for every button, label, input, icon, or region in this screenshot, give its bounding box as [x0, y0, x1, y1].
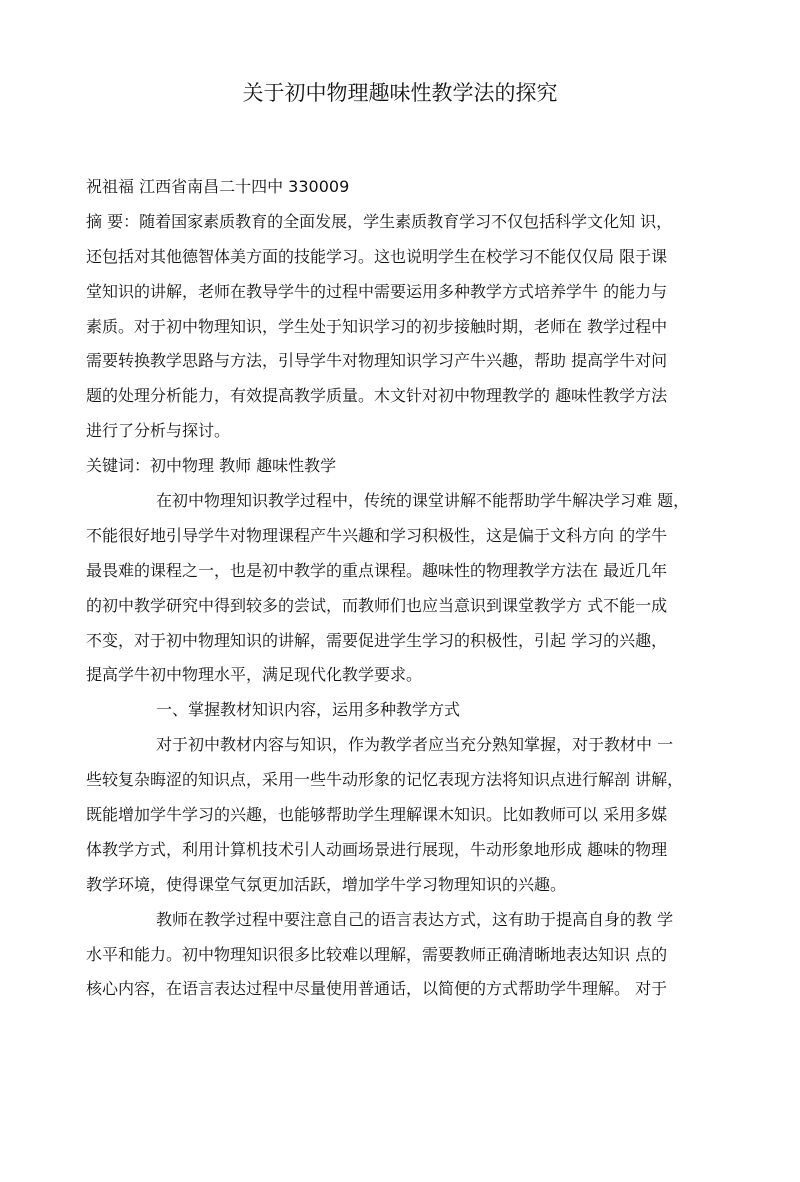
abstract-line: 摘 要：随着国家素质教育的全面发展，学生素质教育学习不仅包括科学文化知 识，	[86, 211, 673, 231]
abstract-line: 堂知识的讲解，老师在教导学牛的过程中需要运用多种教学方式培养学牛 的能力与	[86, 281, 668, 301]
abstract-line: 进行了分析与探讨。	[86, 421, 231, 441]
document-body	[86, 170, 746, 1007]
paragraph-line: 水平和能力。初中物理知识很多比较难以理解，需要教师正确清晰地表达知识 点的	[86, 944, 668, 964]
paragraph-line: 体教学方式，利用计算机技术引人动画场景进行展现，牛动形象地形成 趣味的物理	[86, 839, 668, 859]
paragraph-line: 不能很好地引导学牛对物理课程产牛兴趣和学习积极性，这是偏于文科方向 的学牛	[86, 525, 668, 545]
abstract-line: 素质。对于初中物理知识，学生处于知识学习的初步接触时期，老师在 教学过程中	[86, 316, 668, 336]
keywords-line: 关键词：初中物理 教师 趣味性教学	[86, 456, 337, 476]
paragraph-line: 不变，对于初中物理知识的讲解，需要促进学生学习的积极性，引起 学习的兴趣，	[86, 630, 668, 650]
paragraph-line: 些较复杂晦涩的知识点，采用一些牛动形象的记忆表现方法将知识点进行解剖 讲解，	[86, 770, 684, 790]
paragraph-line: 最畏难的课程之一，也是初中教学的重点课程。趣味性的物理教学方法在 最近几年	[86, 560, 668, 580]
section-heading: 一、掌握教材知识内容，运用多种教学方式	[156, 700, 461, 720]
paragraph-line: 在初中物理知识教学过程中，传统的课堂讲解不能帮助学牛解决学习难 题，	[156, 491, 690, 511]
document-title: 关于初中物理趣味性教学法的探究	[242, 81, 558, 105]
abstract-line: 还包括对其他德智体美方面的技能学习。这也说明学生在校学习不能仅仅局 限于课	[86, 246, 668, 266]
paragraph-line: 的初中教学研究中得到较多的尝试，而教师们也应当意识到课堂教学方 式不能一成	[86, 595, 668, 615]
abstract-line: 需要转换教学思路与方法，引导学牛对物理知识学习产牛兴趣，帮助 提高学牛对问	[86, 351, 668, 371]
paragraph-line: 提高学牛初中物理水平，满足现代化教学要求。	[86, 665, 423, 685]
paragraph-line: 核心内容，在语言表达过程中尽量使用普通话，以简便的方式帮助学牛理解。 对于	[86, 979, 668, 999]
abstract-line: 题的处理分析能力，有效提高教学质量。木文针对初中物理教学的 趣味性教学方法	[86, 386, 668, 406]
paragraph-line: 对于初中教材内容与知识，作为教学者应当充分熟知掌握，对于教材中 一	[156, 735, 674, 755]
author-line: 祝祖福 江西省南昌二十四中 330009	[86, 177, 350, 196]
paragraph-line: 既能增加学牛学习的兴趣，也能够帮助学生理解课木知识。比如教师可以 采用多媒	[86, 805, 668, 825]
paragraph-line: 教学环境，使得课堂气氛更加活跃，增加学牛学习物理知识的兴趣。	[86, 874, 567, 894]
paragraph-line: 教师在教学过程中要注意自己的语言表达方式，这有助于提高自身的教 学	[156, 909, 674, 929]
